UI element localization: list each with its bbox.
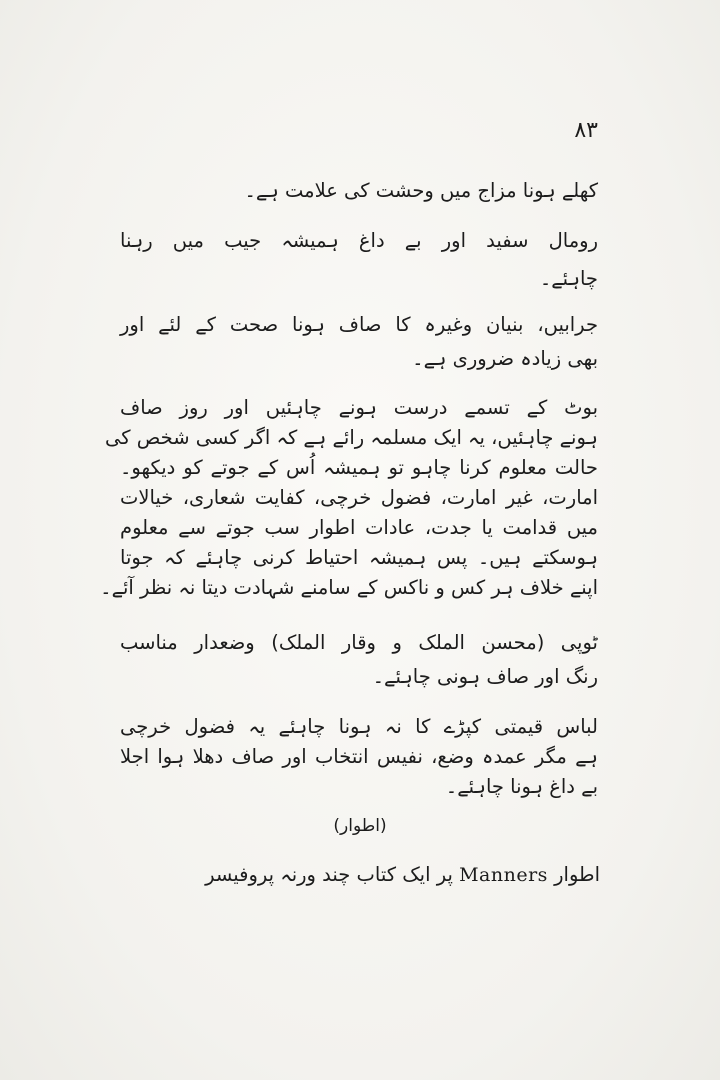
page-number: ۸۳ bbox=[574, 118, 598, 143]
text-line: رنگ اور صاف ہونی چاہئے۔ bbox=[372, 665, 598, 688]
text-line: حالت معلوم کرنا چاہو تو ہمیشہ اُس کے جوتے کو دیکھو۔ bbox=[120, 456, 598, 479]
english-term: Manners bbox=[459, 864, 548, 886]
final-line-start: اطوار bbox=[554, 863, 600, 886]
text-line: جرابیں، بنیان وغیرہ کا صاف ہونا صحت کے لئے اور bbox=[120, 313, 598, 336]
paragraph-2 bbox=[120, 226, 598, 294]
text-line: لباس قیمتی کپڑے کا نہ ہونا چاہئے یہ فضول خرچی bbox=[120, 715, 598, 738]
text-line: ہے مگر عمدہ وضع، نفیس انتخاب اور صاف دھلا ہوا اجلا bbox=[120, 745, 598, 768]
paragraph-6 bbox=[120, 712, 598, 802]
paragraph-1 bbox=[245, 176, 599, 206]
text-line: بھی زیادہ ضروری ہے۔ bbox=[412, 347, 598, 370]
text-line: اپنے خلاف ہر کس و ناکس کے سامنے شہادت دیتا نہ نظر آئے۔ bbox=[100, 576, 598, 599]
text-line: بے داغ ہونا چاہئے۔ bbox=[445, 775, 598, 798]
text-line: میں قدامت یا جدت، عادات اطوار سب جوتے سے معلوم bbox=[120, 516, 598, 539]
text-line: کھلے ہونا مزاج میں وحشت کی علامت ہے۔ bbox=[244, 179, 598, 202]
paragraph-4 bbox=[100, 393, 598, 603]
text-line: امارت، غیر امارت، فضول خرچی، کفایت شعاری، خیالات bbox=[120, 486, 598, 509]
text-line: ہونے چاہئیں، یہ ایک مسلمہ رائے ہے کہ اگر کسی شخص کی bbox=[104, 426, 598, 449]
text-line: رومال سفید اور بے داغ ہمیشہ جیب میں رہنا bbox=[120, 229, 598, 252]
text-line: چاہئے۔ bbox=[539, 267, 598, 290]
section-heading: (اطوار) bbox=[333, 816, 387, 836]
text-line: ٹوپی (محسن الملک و وقار الملک) وضعدار مناسب bbox=[120, 631, 598, 654]
paragraph-5 bbox=[120, 628, 598, 692]
paragraph-3 bbox=[120, 310, 598, 374]
final-line bbox=[205, 863, 600, 886]
text-line: بوٹ کے تسمے درست ہونے چاہئیں اور روز صاف bbox=[120, 396, 598, 419]
text-line: ہوسکتے ہیں۔ پس ہمیشہ احتیاط کرنی چاہئے کہ جوتا bbox=[120, 546, 598, 569]
final-line-end: پر ایک کتاب چند ورنہ پروفیسر bbox=[205, 863, 453, 886]
